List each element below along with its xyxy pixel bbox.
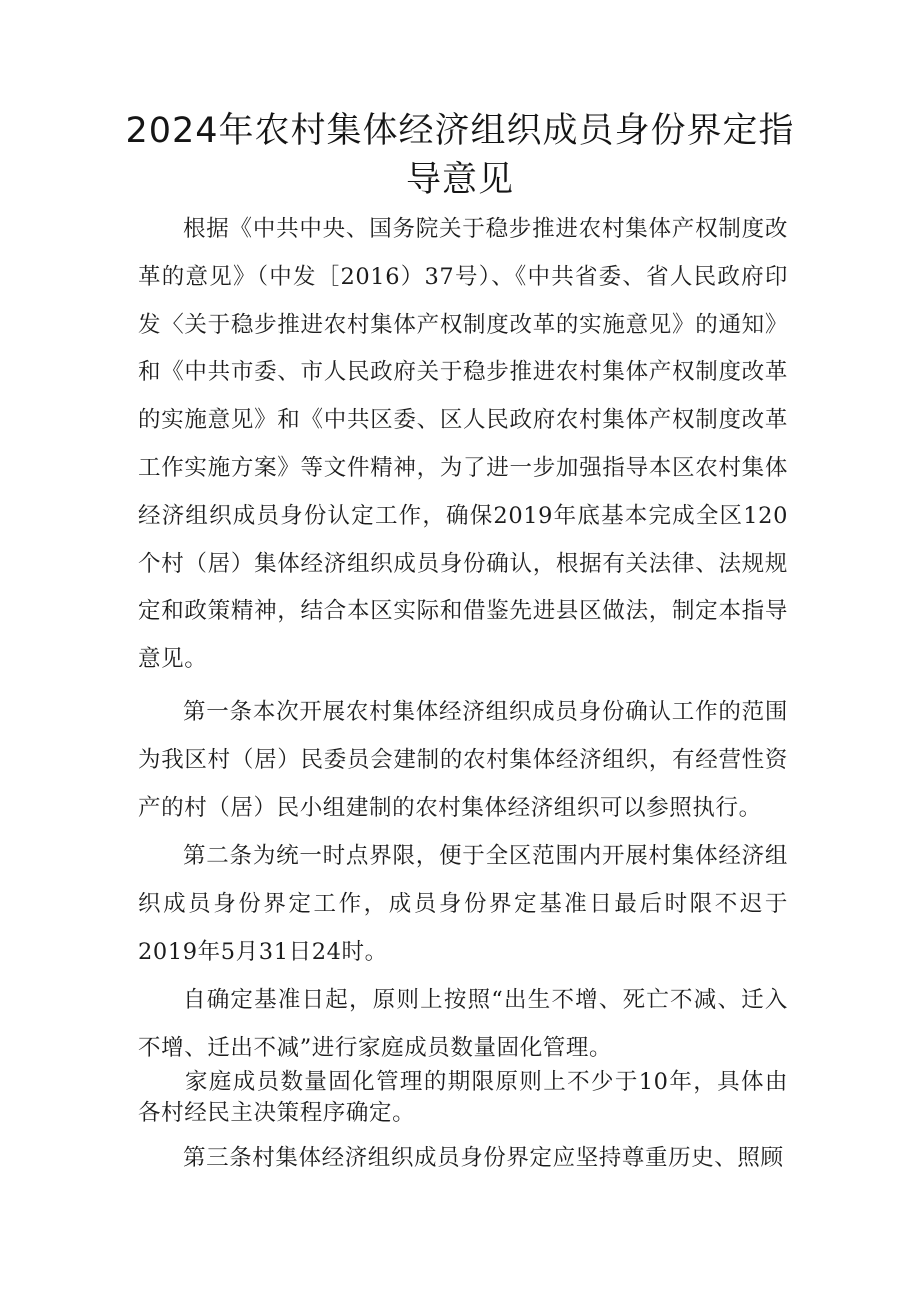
fixed-management-paragraph: 自确定基准日起，原则上按照“出生不增、死亡不减、迁入不增、迁出不减”进行家庭成员数量固化管理。 (138, 987, 788, 1061)
document-title-line-1: 2024年农村集体经济组织成员身份界定指 (125, 111, 795, 151)
management-period-paragraph: 家庭成员数量固化管理的期限原则上不少于10年，具体由各村经民主决策程序确定。 (138, 1069, 788, 1126)
article-2-paragraph: 第二条为统一时点界限，便于全区范围内开展村集体经济组织成员身份界定工作，成员身份界定基准日最后时限不迟于2019年5月31日24时。 (138, 843, 788, 965)
article-3-paragraph: 第三条村集体经济组织成员身份界定应坚持尊重历史、照顾 (183, 1145, 784, 1171)
intro-paragraph: 根据《中共中央、国务院关于稳步推进农村集体产权制度改革的意见》（中发［2016）37号）、《中共省委、省人民政府印发〈关于稳步推进农村集体产权制度改革的实施意见》的通知》和《中共市委、市人民政府关于稳步推进农村集体产权制度改革的实施意见》和《中共区委、区人民政府农村集体产权制度改革工作实施方案》等文件精神，为了进一步加强指导本区农村集体经济组织成员身份认定工作，确保2019年底基本完成全区120个村（居）集体经济组织成员身份确认，根据有关法律、法规规定和政策精神，结合本区实际和借鉴先进县区做法，制定本指导意见。 (138, 216, 788, 673)
article-1-paragraph: 第一条本次开展农村集体经济组织成员身份确认工作的范围为我区村（居）民委员会建制的农村集体经济组织，有经营性资产的村（居）民小组建制的农村集体经济组织可以参照执行。 (138, 699, 788, 821)
document-title-line-2: 导意见 (405, 160, 514, 200)
